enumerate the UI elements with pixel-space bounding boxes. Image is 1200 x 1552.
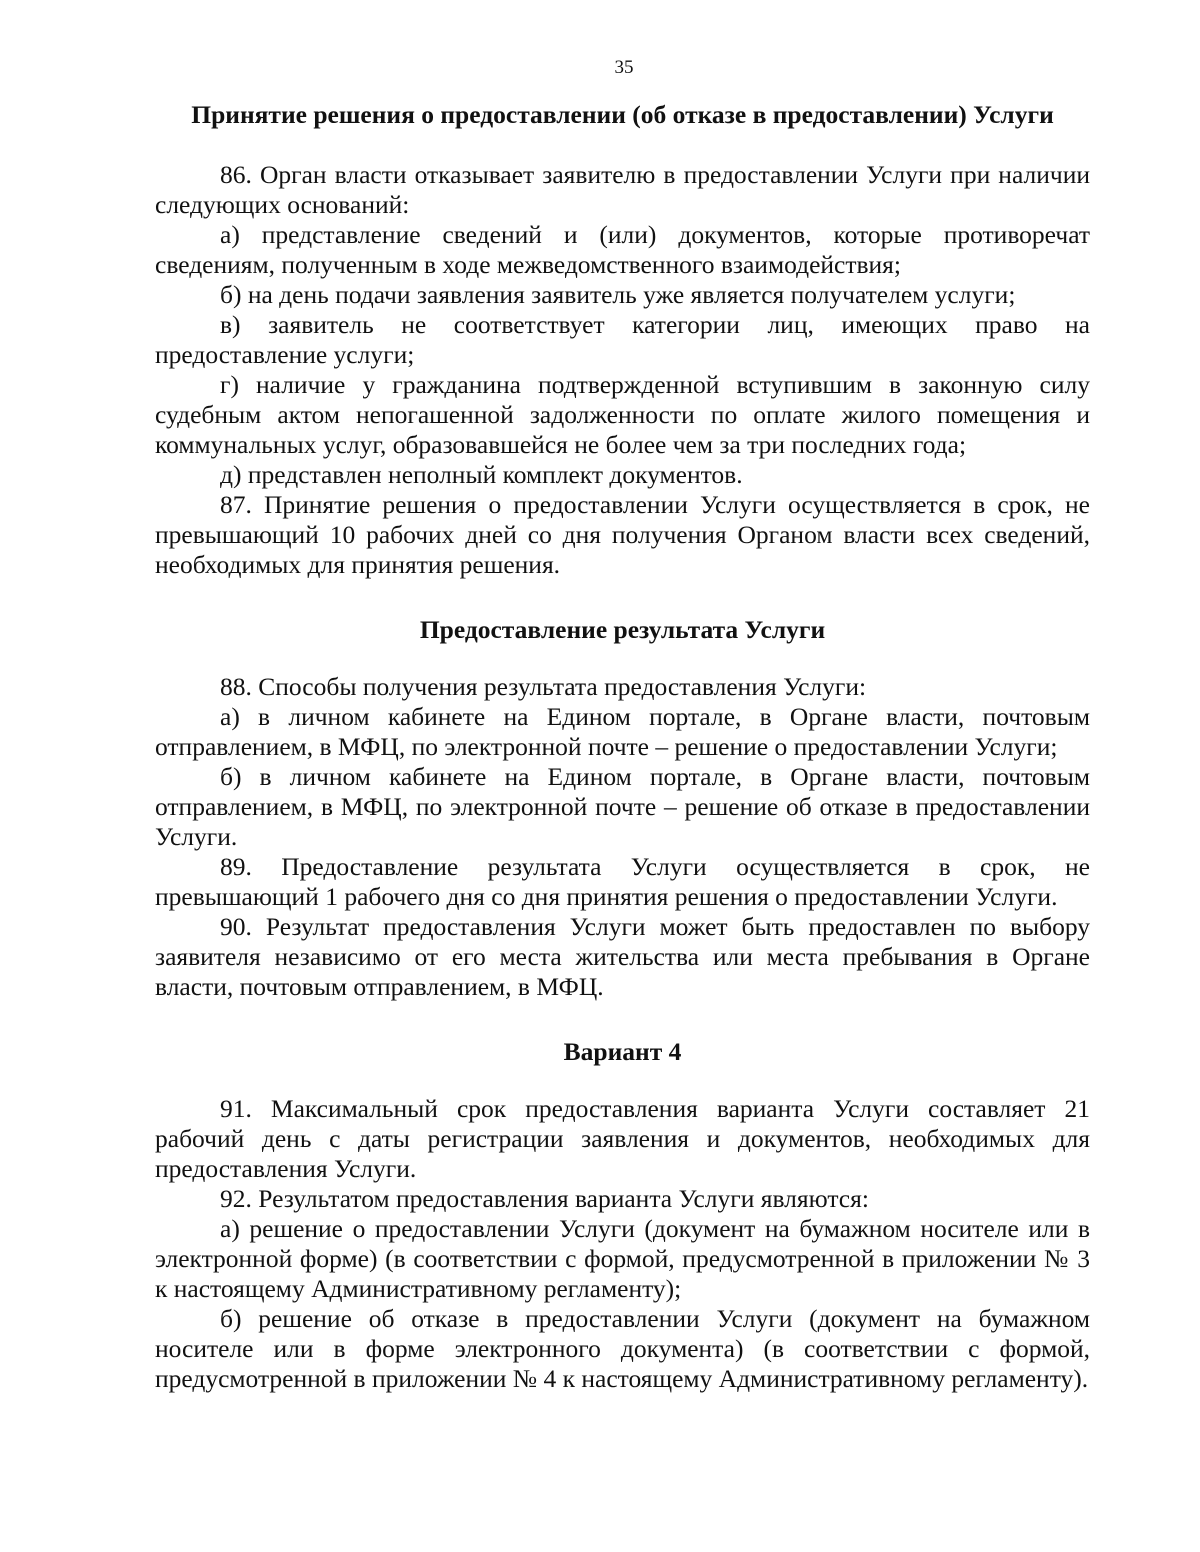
section-heading-variant-4: Вариант 4 [563, 1037, 682, 1066]
paragraph-87: 87. Принятие решения о предоставлении Услуги осуществляется в срок, не превышающий 10 рабочих дней со дня получения Органом власти всех сведений, необходимых для принятия решения. [155, 490, 1090, 579]
paragraph-91: 91. Максимальный срок предоставления варианта Услуги составляет 21 рабочий день с даты регистрации заявления и документов, необходимых для предоставления Услуги. [155, 1094, 1090, 1183]
paragraph-90: 90. Результат предоставления Услуги может быть предоставлен по выбору заявителя независимо от его места жительства или места пребывания в Органе власти, почтовым отправлением, в МФЦ. [155, 912, 1090, 1001]
paragraph-89: 89. Предоставление результата Услуги осуществляется в срок, не превышающий 1 рабочего дня со дня принятия решения о предоставлении Услуги. [155, 852, 1090, 911]
paragraph-86-d: д) представлен неполный комплект документов. [220, 460, 743, 489]
paragraph-88-a: а) в личном кабинете на Едином портале, в Органе власти, почтовым отправлением, в МФЦ, по электронной почте – решение о предоставлении Услуги; [155, 702, 1090, 761]
paragraph-86-g: г) наличие у гражданина подтвержденной вступившим в законную силу судебным актом непогашенной задолженности по оплате жилого помещения и коммунальных услуг, образовавшейся не более чем за три последних года; [155, 370, 1090, 459]
paragraph-86-a: а) представление сведений и (или) документов, которые противоречат сведениям, полученным в ходе межведомственного взаимодействия; [155, 220, 1090, 279]
section-heading-result: Предоставление результата Услуги [419, 615, 826, 644]
paragraph-92: 92. Результатом предоставления варианта Услуги являются: [220, 1184, 869, 1213]
paragraph-88-b: б) в личном кабинете на Едином портале, в Органе власти, почтовым отправлением, в МФЦ, по электронной почте – решение об отказе в предоставлении Услуги. [155, 762, 1090, 851]
section-heading-decision: Принятие решения о предоставлении (об отказе в предоставлении) Услуги [191, 100, 1054, 129]
paragraph-86-b: б) на день подачи заявления заявитель уже является получателем услуги; [220, 280, 1016, 309]
document-body [155, 100, 1090, 1394]
paragraph-92-a: а) решение о предоставлении Услуги (документ на бумажном носителе или в электронной форме) (в соответствии с формой, предусмотренной в приложении № 3 к настоящему Административному регламенту); [155, 1214, 1090, 1303]
page-number: 35 [614, 57, 634, 78]
paragraph-92-b: б) решение об отказе в предоставлении Услуги (документ на бумажном носителе или в форме электронного документа) (в соответствии с формой, предусмотренной в приложении № 4 к настоящему Административному регламенту). [155, 1304, 1090, 1393]
paragraph-86: 86. Орган власти отказывает заявителю в предоставлении Услуги при наличии следующих оснований: [155, 160, 1090, 219]
paragraph-86-v: в) заявитель не соответствует категории лиц, имеющих право на предоставление услуги; [155, 310, 1090, 369]
paragraph-88: 88. Способы получения результата предоставления Услуги: [220, 672, 867, 701]
